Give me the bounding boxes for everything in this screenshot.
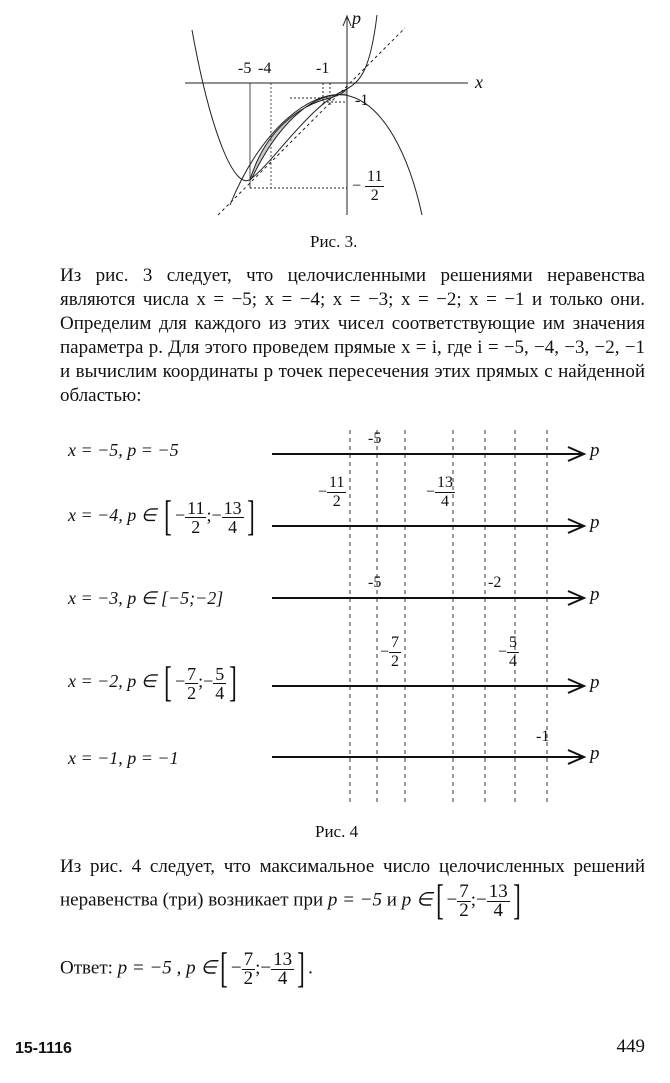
figure-3-graph [180,10,500,220]
fig4-row-1-label: x = −5, p = −5 [68,440,179,460]
fig3-tick-p-fraction: − $\frac{11}{2}$ [352,168,383,204]
fig3-tick-m5: -5 [238,60,252,77]
fig4-p-label-4: p [590,672,600,693]
fig4-mark-r2b: − $\frac{13}{4}$ [426,474,454,510]
fig4-p-label-2: p [590,512,600,533]
answer-line: Ответ: p = −5 , p ∈[ − $\frac{7}{2}$ ;− $\frac{13}{4}$ ] . [60,946,313,992]
page-number: 449 [616,1036,645,1057]
fig4-row-3-label: x = −3, p ∈ [−5;−2] [68,588,224,608]
fig3-tick-m4: -4 [258,60,272,77]
paragraph-2: Из рис. 4 следует, что максимальное число целочисленных решений неравенства (три) возникает при p = −5 и p ∈[ − $\frac{7}{2}$ ;− $\frac{13}{4}$ ] [60,856,645,924]
fig4-mark-r2a: − $\frac{11}{2}$ [318,474,345,510]
fig4-mark-r1: -5 [368,430,382,447]
fig3-tick-p-m1: -1 [355,92,369,109]
paragraph-1: Из рис. 3 следует, что целочисленными решениями неравенства являются числа x = −5; x = −4; x = −3; x = −2; x = −1 и только они. Определим для каждого из этих чисел соответствующие им значения параметра p. Для этого проведем прямые x = i, где i = −5, −4, −3, −2, −1 и вычислим координаты p точек пересечения этих прямых с найденной областью: [60,265,645,406]
fig4-mark-r4b: − $\frac{5}{4}$ [498,634,518,670]
fig4-p-label-3: p [590,584,600,605]
footer-code: 15-1116 [15,1040,72,1057]
fig4-row-4-label: x = −2, p ∈ [ − $\frac{7}{2}$ ;− $\frac{5}{4}$ ] [68,660,238,706]
figure-4-caption: Рис. 4 [315,822,359,841]
figure-3-caption: Рис. 3. [310,232,358,251]
fig3-axis-x: x [475,72,483,92]
fig4-mark-r3b: -2 [488,574,502,591]
fig4-mark-r5: -1 [536,728,550,745]
fig4-mark-r4a: − $\frac{7}{2}$ [380,634,400,670]
fig3-axis-p: p [352,8,361,28]
fig4-p-label-5: p [590,743,600,764]
answer-label: Ответ: [60,957,113,979]
fig3-tick-m1: -1 [316,60,330,77]
fig4-p-label-1: p [590,440,600,461]
fig4-mark-r3a: -5 [368,574,382,591]
fig4-row-2-label: x = −4, p ∈ [ − $\frac{11}{2}$ ;− $\frac{13}{4}$ ] [68,494,255,540]
fig4-row-5-label: x = −1, p = −1 [68,748,179,768]
